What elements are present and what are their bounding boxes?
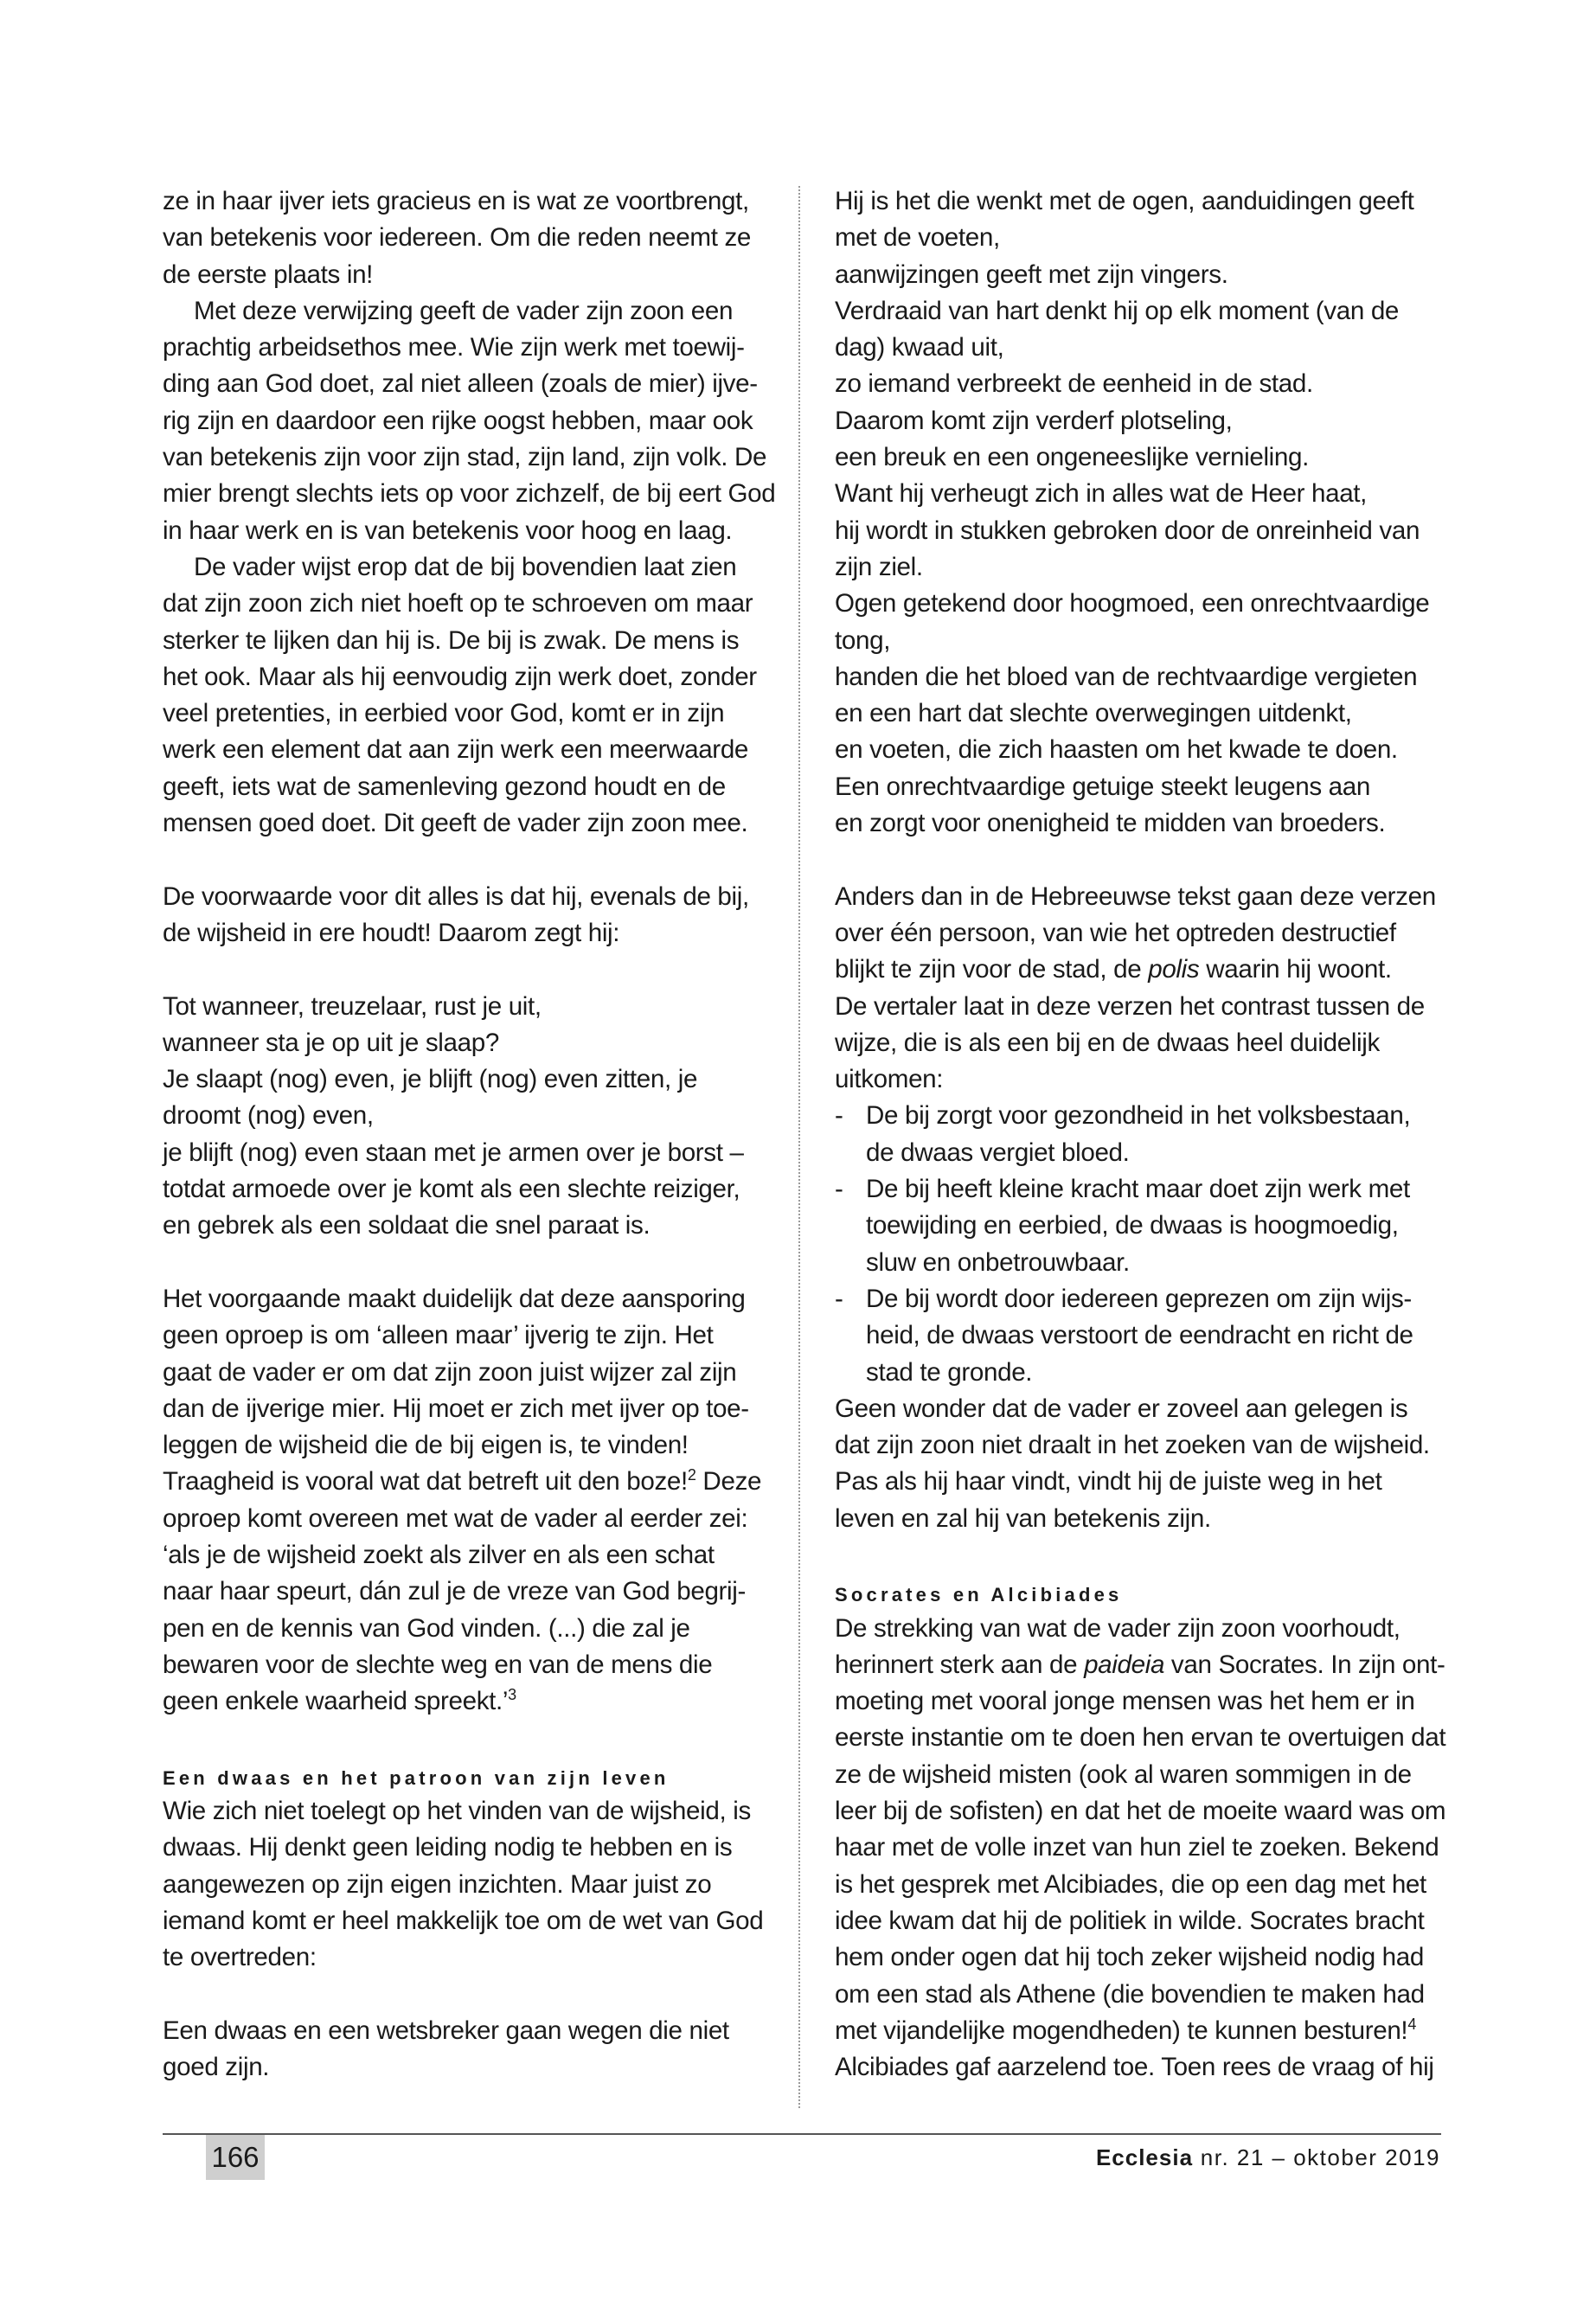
paragraph-work-ethos <box>163 293 776 549</box>
paragraph-hebrew-text <box>835 879 1445 1099</box>
quote-line: Daarom komt zijn verderf plotseling, <box>835 406 1233 435</box>
paragraph-gap <box>163 1977 772 2013</box>
quote-line: tong, <box>835 625 891 655</box>
text-line: is het gesprek met Alcibiades, die op een dag met het <box>835 1869 1426 1899</box>
paragraph-socrates <box>835 1611 1445 2086</box>
text-fragment: herinnert sterk aan de <box>835 1650 1085 1679</box>
text-line: pen en de kennis van God vinden. (...) die zal je <box>163 1613 690 1643</box>
quote-line: Je slaapt (nog) even, je blijft (nog) even zitten, je <box>163 1065 698 1094</box>
quote-line: je blijft (nog) even staan met je armen over je borst – <box>163 1138 744 1167</box>
quote-line: zo iemand verbreekt de eenheid in de stad. <box>835 369 1313 399</box>
list-item-line <box>835 1281 1445 1317</box>
text-line: van betekenis voor iedereen. Om die reden neemt ze <box>163 223 752 253</box>
list-item-text: De bij heeft kleine kracht maar doet zijn werk met <box>866 1175 1410 1204</box>
section-heading-socrates: Socrates en Alcibiades <box>835 1584 1123 1606</box>
text-line: naar haar speurt, dán zul je de vreze van God begrij- <box>163 1577 747 1606</box>
quote-line: totdat armoede over je komt als een slechte reiziger, <box>163 1175 740 1204</box>
list-item-line <box>835 1098 1445 1134</box>
text-line: rig zijn en daardoor een rijke oogst hebben, maar ook <box>163 406 753 435</box>
text-fragment: geen enkele waarheid spreekt.’ <box>163 1687 509 1716</box>
quote-line: hij wordt in stukken gebroken door de onreinheid van <box>835 516 1420 545</box>
text-line: geen oproep is om ‘alleen maar’ ijverig te zijn. Het <box>163 1321 714 1350</box>
quote-line: en een hart dat slechte overwegingen uitdenkt, <box>835 699 1352 728</box>
text-fragment: blijkt te zijn voor de stad, de <box>835 955 1149 984</box>
quote-line: Een onrechtvaardige getuige steekt leugens aan <box>835 772 1370 801</box>
column-divider <box>798 186 800 2108</box>
quote-line: en gebrek als een soldaat die snel paraat is. <box>163 1211 651 1240</box>
quote-line: wanneer sta je op uit je slaap? <box>163 1028 499 1057</box>
text-line-footnote-3 <box>163 1683 772 1720</box>
text-line: van betekenis zijn voor zijn stad, zijn land, zijn volk. De <box>163 443 767 472</box>
paragraph-wiser-than-ant <box>163 1281 772 1721</box>
text-line: geeft, iets wat de samenleving gezond houdt en de <box>163 772 726 801</box>
text-line: dat zijn zoon zich niet hoeft op te schroeven om maar <box>163 589 753 619</box>
text-line: dan de ijverige mier. Hij moet er zich met ijver op toe- <box>163 1394 749 1423</box>
text-line: aangewezen op zijn eigen inzichten. Maar juist zo <box>163 1869 712 1899</box>
quote-line: een breuk en een ongeneeslijke vernieling. <box>835 443 1309 472</box>
text-fragment: met vijandelijke mogendheden) te kunnen besturen! <box>835 2016 1408 2045</box>
paragraph-gap <box>163 1720 772 1756</box>
list-item <box>835 1171 1445 1281</box>
text-line: ‘als je de wijsheid zoekt als zilver en als een schat <box>163 1540 715 1569</box>
list-item <box>835 1098 1445 1171</box>
paragraph-gap <box>163 952 772 988</box>
text-line: De vader wijst erop dat de bij bovendien laat zien <box>194 552 737 581</box>
text-line: De voorwaarde voor dit alles is dat hij, evenals de bij, <box>163 881 749 911</box>
quote-sluggard <box>163 989 772 1245</box>
contrast-list <box>835 1098 1445 1390</box>
list-item-text: De bij zorgt voor gezondheid in het volksbestaan, <box>866 1101 1411 1131</box>
quote-line: zijn ziel. <box>835 552 923 581</box>
text-line: Alcibiades gaf aarzelend toe. Toen rees de vraag of hij <box>835 2053 1434 2082</box>
text-line: Anders dan in de Hebreeuwse tekst gaan deze verzen <box>835 881 1436 911</box>
quote-line: Tot wanneer, treuzelaar, rust je uit, <box>163 991 542 1021</box>
text-line: bewaren voor de slechte weg en van de mens die <box>163 1650 713 1679</box>
text-line: Wie zich niet toelegt op het vinden van de wijsheid, is <box>163 1797 751 1826</box>
paragraph-gap <box>163 1245 772 1281</box>
quote-line: handen die het bloed van de rechtvaardige vergieten <box>835 662 1418 691</box>
text-line: Met deze verwijzing geeft de vader zijn zoon een <box>194 296 734 325</box>
text-line: leer bij de sofisten) en dat het de moeite waard was om <box>835 1797 1446 1826</box>
text-line: veel pretenties, in eerbied voor God, komt er in zijn <box>163 699 725 728</box>
text-line: de wijsheid in ere houdt! Daarom zegt hij: <box>163 918 620 947</box>
text-line: Pas als hij haar vindt, vindt hij de juiste weg in het <box>835 1467 1382 1497</box>
list-item-line: stad te gronde. <box>866 1357 1033 1387</box>
text-line: over één persoon, van wie het optreden destructief <box>835 918 1396 947</box>
text-line: iemand komt er heel makkelijk toe om de wet van God <box>163 1906 764 1935</box>
footnote-ref-4[interactable]: 4 <box>1407 2015 1416 2033</box>
text-line: leven en zal hij van betekenis zijn. <box>835 1503 1211 1533</box>
quote-line: Een dwaas en een wetsbreker gaan wegen die niet <box>163 2016 729 2045</box>
text-line: De vertaler laat in deze verzen het contrast tussen de <box>835 991 1425 1021</box>
text-line: ze in haar ijver iets gracieus en is wat ze voortbrengt, <box>163 187 749 215</box>
dash-bullet: - <box>835 1284 843 1313</box>
quote-line: Hij is het die wenkt met de ogen, aanduidingen geeft <box>835 187 1414 215</box>
text-line-paideia <box>835 1647 1445 1683</box>
quote-line: Verdraaid van hart denkt hij op elk moment (van de <box>835 296 1400 325</box>
text-fragment: Deze <box>695 1467 762 1497</box>
italic-term-polis: polis <box>1148 955 1200 984</box>
quote-line: Ogen getekend door hoogmoed, een onrechtvaardige <box>835 589 1430 619</box>
text-line: om een stad als Athene (die bovendien te maken had <box>835 1979 1425 2009</box>
paragraph-bee-grace <box>163 183 772 293</box>
text-line: mensen goed doet. Dit geeft de vader zijn zoon mee. <box>163 809 748 838</box>
footnote-ref-2[interactable]: 2 <box>687 1466 696 1484</box>
page-number: 166 <box>206 2135 265 2180</box>
footnote-ref-3[interactable]: 3 <box>508 1686 516 1704</box>
publication-info <box>1096 2135 1440 2180</box>
publication-name: Ecclesia <box>1095 2144 1194 2170</box>
text-line: uitkomen: <box>835 1065 944 1094</box>
paragraph-fool <box>163 1793 772 1976</box>
list-item-line <box>835 1171 1445 1208</box>
text-line: mier brengt slechts iets op voor zichzelf, de bij eert God <box>163 479 776 509</box>
quote-continuation <box>835 183 1445 842</box>
list-item-line: de dwaas vergiet bloed. <box>866 1138 1130 1167</box>
text-line-footnote-2 <box>163 1464 772 1500</box>
quote-line: droomt (nog) even, <box>163 1101 374 1131</box>
issue-info: nr. 21 – oktober 2019 <box>1193 2144 1440 2170</box>
quote-line: en voeten, die zich haasten om het kwade te doen. <box>835 735 1398 765</box>
paragraph-no-wonder <box>835 1391 1445 1537</box>
paragraph-bee-weak <box>163 549 772 842</box>
text-line: ze de wijsheid misten (ook al waren sommigen in de <box>835 1759 1412 1789</box>
quote-line: Want hij verheugt zich in alles wat de Heer haat, <box>835 479 1368 509</box>
text-line: prachtig arbeidsethos mee. Wie zijn werk met toewij- <box>163 333 745 362</box>
text-line: werk een element dat aan zijn werk een meerwaarde <box>163 735 749 765</box>
quote-line: dag) kwaad uit, <box>835 333 1004 362</box>
italic-term-paideia: paideia <box>1084 1650 1165 1679</box>
text-line: moeting met vooral jonge mensen was het hem er in <box>835 1687 1415 1716</box>
text-line: Geen wonder dat de vader er zoveel aan gelegen is <box>835 1394 1408 1423</box>
text-line: idee kwam dat hij de politiek in wilde. Socrates bracht <box>835 1906 1425 1935</box>
text-line: Het voorgaande maakt duidelijk dat deze aansporing <box>163 1284 746 1313</box>
text-line: gaat de vader er om dat zijn zoon juist wijzer zal zijn <box>163 1357 737 1387</box>
list-item-line: sluw en onbetrouwbaar. <box>866 1247 1130 1277</box>
text-line-polis <box>835 952 1445 988</box>
dash-bullet: - <box>835 1101 843 1131</box>
text-line: hem onder ogen dat hij toch zeker wijsheid nodig had <box>835 1943 1424 1972</box>
text-line: te overtreden: <box>163 1943 317 1972</box>
text-line: de eerste plaats in! <box>163 260 374 289</box>
text-fragment: van Socrates. In zijn ont- <box>1164 1650 1445 1679</box>
section-heading-fool: Een dwaas en het patroon van zijn leven <box>163 1766 670 1789</box>
paragraph-condition <box>163 879 772 952</box>
list-item-line: toewijding en eerbied, de dwaas is hoogmoedig, <box>866 1211 1399 1240</box>
paragraph-gap <box>163 842 772 878</box>
quote-line: met de voeten, <box>835 223 1000 253</box>
text-line: het ook. Maar als hij eenvoudig zijn werk doet, zonder <box>163 662 757 691</box>
list-item <box>835 1281 1445 1391</box>
quote-wetsbreker <box>163 2013 772 2086</box>
text-line: eerste instantie om te doen hen ervan te overtuigen dat <box>835 1723 1446 1753</box>
quote-line: en zorgt voor onenigheid te midden van broeders. <box>835 809 1386 838</box>
text-line: ding aan God doet, zal niet alleen (zoals de mier) ijve- <box>163 369 758 399</box>
text-line: wijze, die is als een bij en de dwaas heel duidelijk <box>835 1028 1380 1057</box>
quote-line: aanwijzingen geeft met zijn vingers. <box>835 260 1228 289</box>
text-line: dwaas. Hij denkt geen leiding nodig te hebben en is <box>163 1833 733 1862</box>
text-line: haar met de volle inzet van hun ziel te zoeken. Bekend <box>835 1833 1439 1862</box>
list-item-text: De bij wordt door iedereen geprezen om zijn wijs- <box>866 1284 1412 1313</box>
text-fragment: Traagheid is vooral wat dat betreft uit den boze! <box>163 1467 688 1497</box>
list-item-line: heid, de dwaas verstoort de eendracht en richt de <box>866 1321 1413 1350</box>
text-line: dat zijn zoon niet draalt in het zoeken van de wijsheid. <box>835 1431 1430 1460</box>
text-line-footnote-4 <box>835 2013 1445 2049</box>
text-line: leggen de wijsheid die de bij eigen is, te vinden! <box>163 1431 689 1460</box>
dash-bullet: - <box>835 1175 843 1204</box>
text-line: in haar werk en is van betekenis voor hoog en laag. <box>163 516 733 545</box>
paragraph-gap <box>835 1537 1445 1574</box>
text-fragment: waarin hij woont. <box>1199 955 1392 984</box>
left-column <box>163 183 776 2086</box>
right-column <box>835 183 1445 2086</box>
quote-line: goed zijn. <box>163 2053 270 2082</box>
text-line: De strekking van wat de vader zijn zoon voorhoudt, <box>835 1613 1401 1643</box>
text-line: oproep komt overeen met wat de vader al eerder zei: <box>163 1503 748 1533</box>
paragraph-gap <box>835 842 1445 878</box>
text-line: sterker te lijken dan hij is. De bij is zwak. De mens is <box>163 625 740 655</box>
